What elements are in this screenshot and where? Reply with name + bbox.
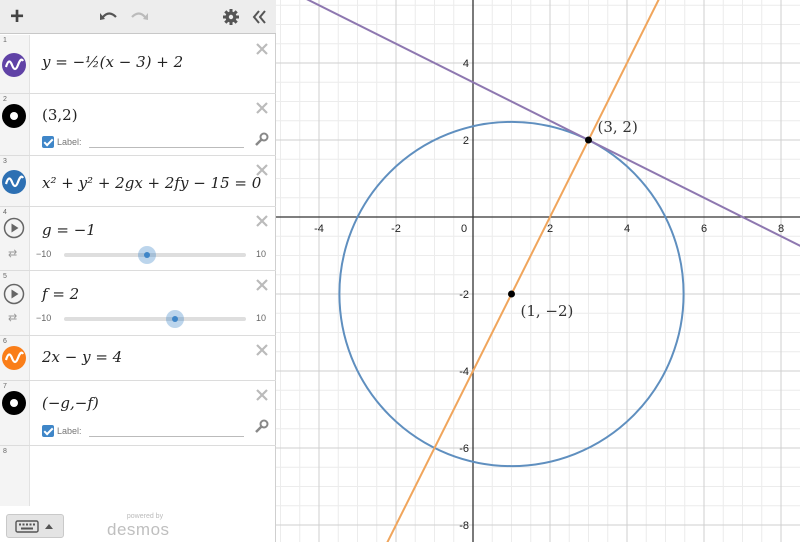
plus-icon: + [9,3,24,30]
expression-math[interactable]: (3,2) [42,106,78,124]
label-toggle[interactable] [42,136,244,148]
label-caption: Label: [57,137,82,147]
slider-knob[interactable] [138,246,156,264]
label-input[interactable] [89,147,244,148]
expression-math[interactable]: f = 2 [42,285,80,303]
play-icon[interactable] [3,283,25,305]
slider-max[interactable]: 10 [255,249,266,259]
x-tick-label: 2 [546,223,554,235]
wave-icon-orange[interactable] [2,346,26,370]
add-expression-button[interactable] [4,4,30,30]
close-icon[interactable] [254,41,270,57]
redo-button[interactable] [126,4,152,30]
close-icon[interactable] [254,162,270,178]
tangent-line [276,0,800,275]
expression-math[interactable]: x² + y² + 2gx + 2fy − 15 = 0 [42,174,262,192]
loop-icon[interactable]: ⇄ [8,312,18,324]
expression-math[interactable]: g = −1 [42,221,96,239]
wave-icon-blue[interactable] [2,170,26,194]
collapse-panel-button[interactable] [246,4,272,30]
expression-gutter [0,207,30,270]
slider-track[interactable] [64,317,246,321]
expression-number: 4 [3,209,7,216]
points[interactable] [508,118,638,320]
expression-row-6[interactable] [0,336,276,381]
x-tick-label: 8 [777,223,785,235]
point-label: (1, −2) [520,302,574,320]
expression-gutter [0,156,30,206]
point-marker[interactable] [585,137,592,144]
double-chevron-left-icon [251,9,267,25]
tick-labels [314,58,784,532]
label-caption: Label: [57,426,82,436]
close-icon[interactable] [254,213,270,229]
x-tick-label: 6 [700,223,708,235]
panel-footer [0,506,276,542]
loop-icon[interactable]: ⇄ [8,248,18,260]
close-icon[interactable] [254,342,270,358]
expression-row-4[interactable] [0,207,276,271]
y-tick-label: -8 [459,520,469,532]
play-icon[interactable] [3,217,25,239]
undo-button[interactable] [96,4,122,30]
slider-min[interactable]: −10 [36,249,52,259]
slider-max[interactable]: 10 [255,313,266,323]
point-label: (3, 2) [597,118,638,136]
point-icon[interactable] [2,391,26,415]
expression-gutter [0,94,30,155]
expression-math[interactable]: (−g,−f) [42,394,99,412]
label-input[interactable] [89,436,244,437]
x-tick-label: 0 [460,223,468,235]
powered-by-text: powered by [126,513,164,520]
close-icon[interactable] [254,387,270,403]
expression-number: 2 [3,96,7,103]
expression-number: 8 [3,448,7,455]
expression-row-2[interactable] [0,94,276,156]
slider-min[interactable]: −10 [36,313,52,323]
expression-number: 3 [3,158,7,165]
expression-number: 5 [3,273,7,280]
y-tick-label: -4 [459,366,469,378]
wrench-icon[interactable] [253,132,269,148]
expression-gutter [0,381,30,445]
major-gridlines [276,0,800,542]
settings-button[interactable] [218,4,244,30]
wave-icon-purple[interactable] [2,53,26,77]
slider-knob[interactable] [166,310,184,328]
axes [276,0,800,542]
expression-gutter [0,35,30,93]
undo-icon [99,9,119,25]
graph-svg[interactable] [276,0,800,542]
expression-gutter [0,446,30,506]
expression-row-1[interactable] [0,35,276,94]
keyboard-toggle-button[interactable] [6,514,64,538]
expression-math[interactable]: 2x − y = 4 [42,348,123,366]
expression-row-5[interactable] [0,271,276,336]
label-checkbox[interactable] [42,136,54,148]
expression-gutter [0,336,30,380]
graph-canvas[interactable] [276,0,800,542]
minor-gridlines [276,0,800,542]
expression-panel [0,0,276,542]
expression-row-7[interactable] [0,381,276,446]
x-tick-label: 4 [623,223,631,235]
point-marker[interactable] [508,291,515,298]
expression-number: 6 [3,338,7,345]
gear-icon [222,8,240,26]
expression-toolbar [0,0,276,34]
y-tick-label: 2 [462,135,469,147]
curves [276,0,800,542]
expression-gutter [0,271,30,335]
x-tick-label: -4 [314,223,324,235]
expression-number: 7 [3,383,7,390]
y-tick-label: -2 [459,289,469,301]
label-toggle[interactable] [42,425,244,437]
close-icon[interactable] [254,100,270,116]
expression-math[interactable]: y = −½(x − 3) + 2 [42,53,184,71]
x-tick-label: -2 [391,223,401,235]
expression-number: 1 [3,37,7,44]
close-icon[interactable] [254,277,270,293]
expression-row-3[interactable] [0,156,276,207]
desmos-logo[interactable]: desmos [107,520,170,539]
redo-icon [129,9,149,25]
wrench-icon[interactable] [253,419,269,435]
y-tick-label: -6 [459,443,469,455]
expression-row-empty[interactable] [0,446,276,506]
point-icon[interactable] [2,104,26,128]
y-tick-label: 4 [462,58,469,70]
label-checkbox[interactable] [42,425,54,437]
keyboard-icon [7,515,63,537]
